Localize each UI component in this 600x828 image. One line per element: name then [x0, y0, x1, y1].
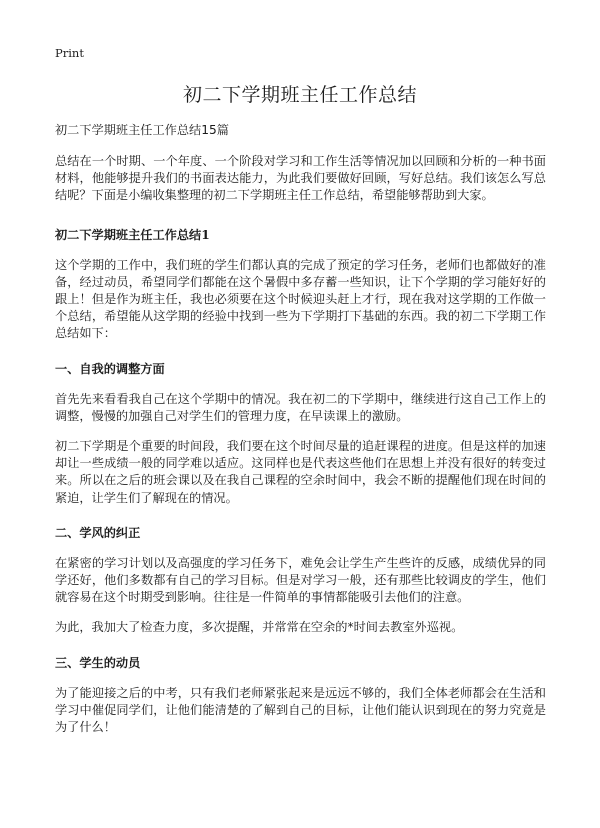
section-heading: 二、学风的纠正 — [55, 525, 141, 540]
section-3 — [55, 525, 546, 637]
section-paragraph: 在紧密的学习计划以及高强度的学习任务下，难免会让学生产生些许的反感，成绩优异的同学还好，他们多数都有自己的学习目标。但是对学习一般，还有那些比较调皮的学生，他们就容易在这个时期受到影响。往往是一件简单的事情都能吸引去他们的注意。 — [55, 555, 546, 605]
section-heading: 初二下学期班主任工作总结1 — [55, 227, 210, 242]
section-paragraph: 首先先来看看我自己在这个学期中的情况。我在初二的下学期中，继续进行这自己工作上的调整，慢慢的加强自己对学生们的管理力度，在早读课上的激励。 — [55, 391, 546, 423]
print-link[interactable]: Print — [55, 46, 84, 60]
section-1 — [55, 227, 546, 343]
section-paragraph: 这个学期的工作中，我们班的学生们都认真的完成了预定的学习任务，老师们也都做好的准备，经过动员，希望同学们都能在这个暑假中多存蓄一些知识，让下个学期的学习能好好的跟上！但是作为班主任，我也必须要在这个时候迎头赶上才行，现在我对这学期的工作做一个总结，希望能从这学期的经验中找到一些为下学期打下基础的东西。我的初二下学期工作总结如下： — [55, 257, 546, 341]
article-body — [55, 122, 546, 749]
section-4 — [55, 655, 546, 737]
section-paragraph: 为了能迎接之后的中考，只有我们老师紧张起来是远远不够的，我们全体老师都会在生活和学习中催促同学们，让他们能清楚的了解到自己的目标，让他们能认识到现在的努力究竟是为了什么！ — [55, 685, 546, 735]
article-subtitle: 初二下学期班主任工作总结15篇 — [55, 123, 229, 137]
section-heading: 一、自我的调整方面 — [55, 361, 165, 376]
section-heading: 三、学生的动员 — [55, 655, 141, 670]
intro-paragraph: 总结在一个时期、一个年度、一个阶段对学习和工作生活等情况加以回顾和分析的一种书面材料，他能够提升我们的书面表达能力，为此我们要做好回顾，写好总结。我们该怎么写总结呢？下面是小编收集整理的初二下学期班主任工作总结，希望能够帮助到大家。 — [55, 154, 546, 203]
section-2 — [55, 361, 546, 507]
page-title: 初二下学期班主任工作总结 — [182, 84, 417, 106]
section-paragraph: 初二下学期是个重要的时间段，我们要在这个时间尽量的追赶课程的进度。但是这样的加速却让一些成绩一般的同学难以适应。这同样也是代表这些他们在思想上并没有很好的转变过来。所以在之后的班会课以及在我自己课程的空余时间中，我会不断的提醒他们现在时间的紧迫，让学生们了解现在的情况。 — [55, 439, 546, 505]
section-paragraph: 为此，我加大了检查力度，多次提醒，并常常在空余的*时间去教室外巡视。 — [55, 620, 464, 635]
